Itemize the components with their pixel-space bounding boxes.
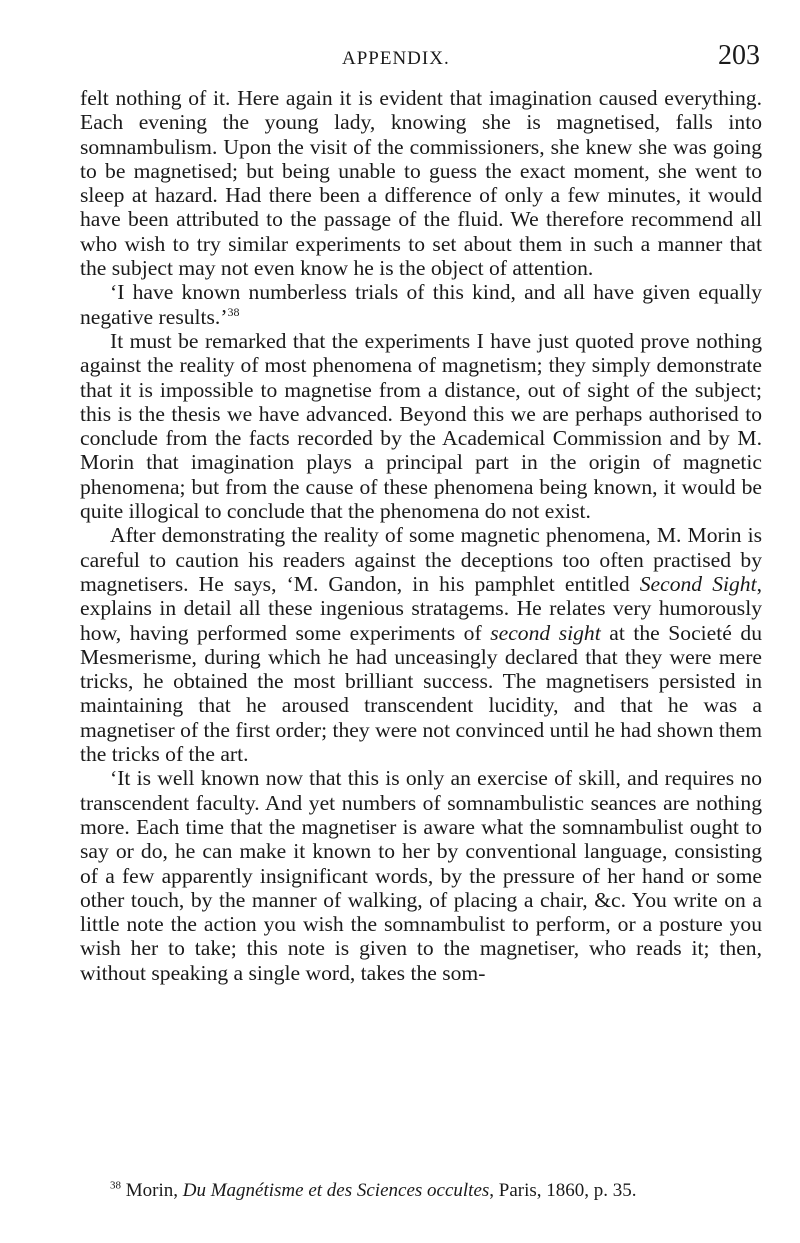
- page-header: [80, 40, 760, 76]
- footnote: [80, 1180, 762, 1202]
- paragraph-4: [80, 523, 762, 766]
- paragraph-4-part-c: at the Societé du Mesmerisme, during which he had unceasingly declared that they were mere tricks, he obtained the most brilliant success. The magnetisers persisted in maintaining that he aroused transcendent lucidity, and that he was a magnetiser of the first order; they were not convinced until he had shown them the tricks of the art.: [80, 620, 762, 767]
- paragraph-3: It must be remarked that the experiments I have just quoted prove nothing against the reality of most phenomena of magnetism; they simply demonstrate that it is impossible to magnetise from a distance, out of sight of the subject; this is the thesis we have advanced. Beyond this we are perhaps authorised to conclude from the facts recorded by the Academical Commission and by M. Morin that imagination plays a principal part in the origin of magnetic phenomena; but from the cause of these phenomena being known, it would be quite illogical to conclude that the phenomena do not exist.: [80, 328, 762, 524]
- footnote-author: Morin,: [125, 1180, 178, 1201]
- footnote-details: , Paris, 1860, p. 35.: [489, 1180, 637, 1201]
- paragraph-5: ‘It is well known now that this is only an exercise of skill, and requires no transcendent faculty. And yet numbers of somnambulistic seances are nothing more. Each time that the magnetiser is aware what the somnambulist ought to say or do, he can make it known to her by conventional language, consisting of a few apparently insignificant words, by the pressure of her hand or some other touch, by the manner of walking, of placing a chair, &c. You write on a little note the action you wish the somnambulist to perform, or a posture you wish her to take; this note is given to the magnetiser, who reads it; then, without speaking a single word, takes the som-: [80, 766, 762, 985]
- footnote-reference: 38: [227, 304, 240, 319]
- paragraph-1: felt nothing of it. Here again it is evident that imagination caused everything. Each evening the young lady, knowing she is magnetised, falls into somnambulism. Upon the visit of the commissioners, she knew she was going to be magnetised; but being unable to guess the exact moment, she went to sleep at hazard. Had there been a difference of only a few minutes, it would have been attributed to the passage of the fluid. We therefore recommend all who wish to try similar experiments to set about them in such a manner that the subject may not even know he is the object of attention.: [80, 86, 762, 281]
- paragraph-4-part-b: , explains in detail all these ingenious stratagems. He relates very humorously how, having performed some experiments of: [80, 571, 762, 645]
- paragraph-2-text: ‘I have known numberless trials of this kind, and all have given equally negative results.’: [80, 280, 762, 329]
- body-text: [80, 86, 762, 985]
- paragraph-4-part-a: After demonstrating the reality of some magnetic phenomena, M. Morin is careful to caution his readers against the deceptions too often practised by magnetisers. He says, ‘M. Gandon, in his pamphlet entitled: [80, 523, 762, 596]
- pamphlet-title: Second Sight: [639, 571, 757, 596]
- footnote-title: Du Magnétisme et des Sciences occultes: [182, 1180, 490, 1201]
- page-number: 203: [718, 40, 760, 71]
- running-head: APPENDIX.: [342, 48, 450, 69]
- paragraph-2: [80, 280, 762, 329]
- italic-term: second sight: [490, 620, 601, 645]
- footnote-number: 38: [110, 1179, 121, 1192]
